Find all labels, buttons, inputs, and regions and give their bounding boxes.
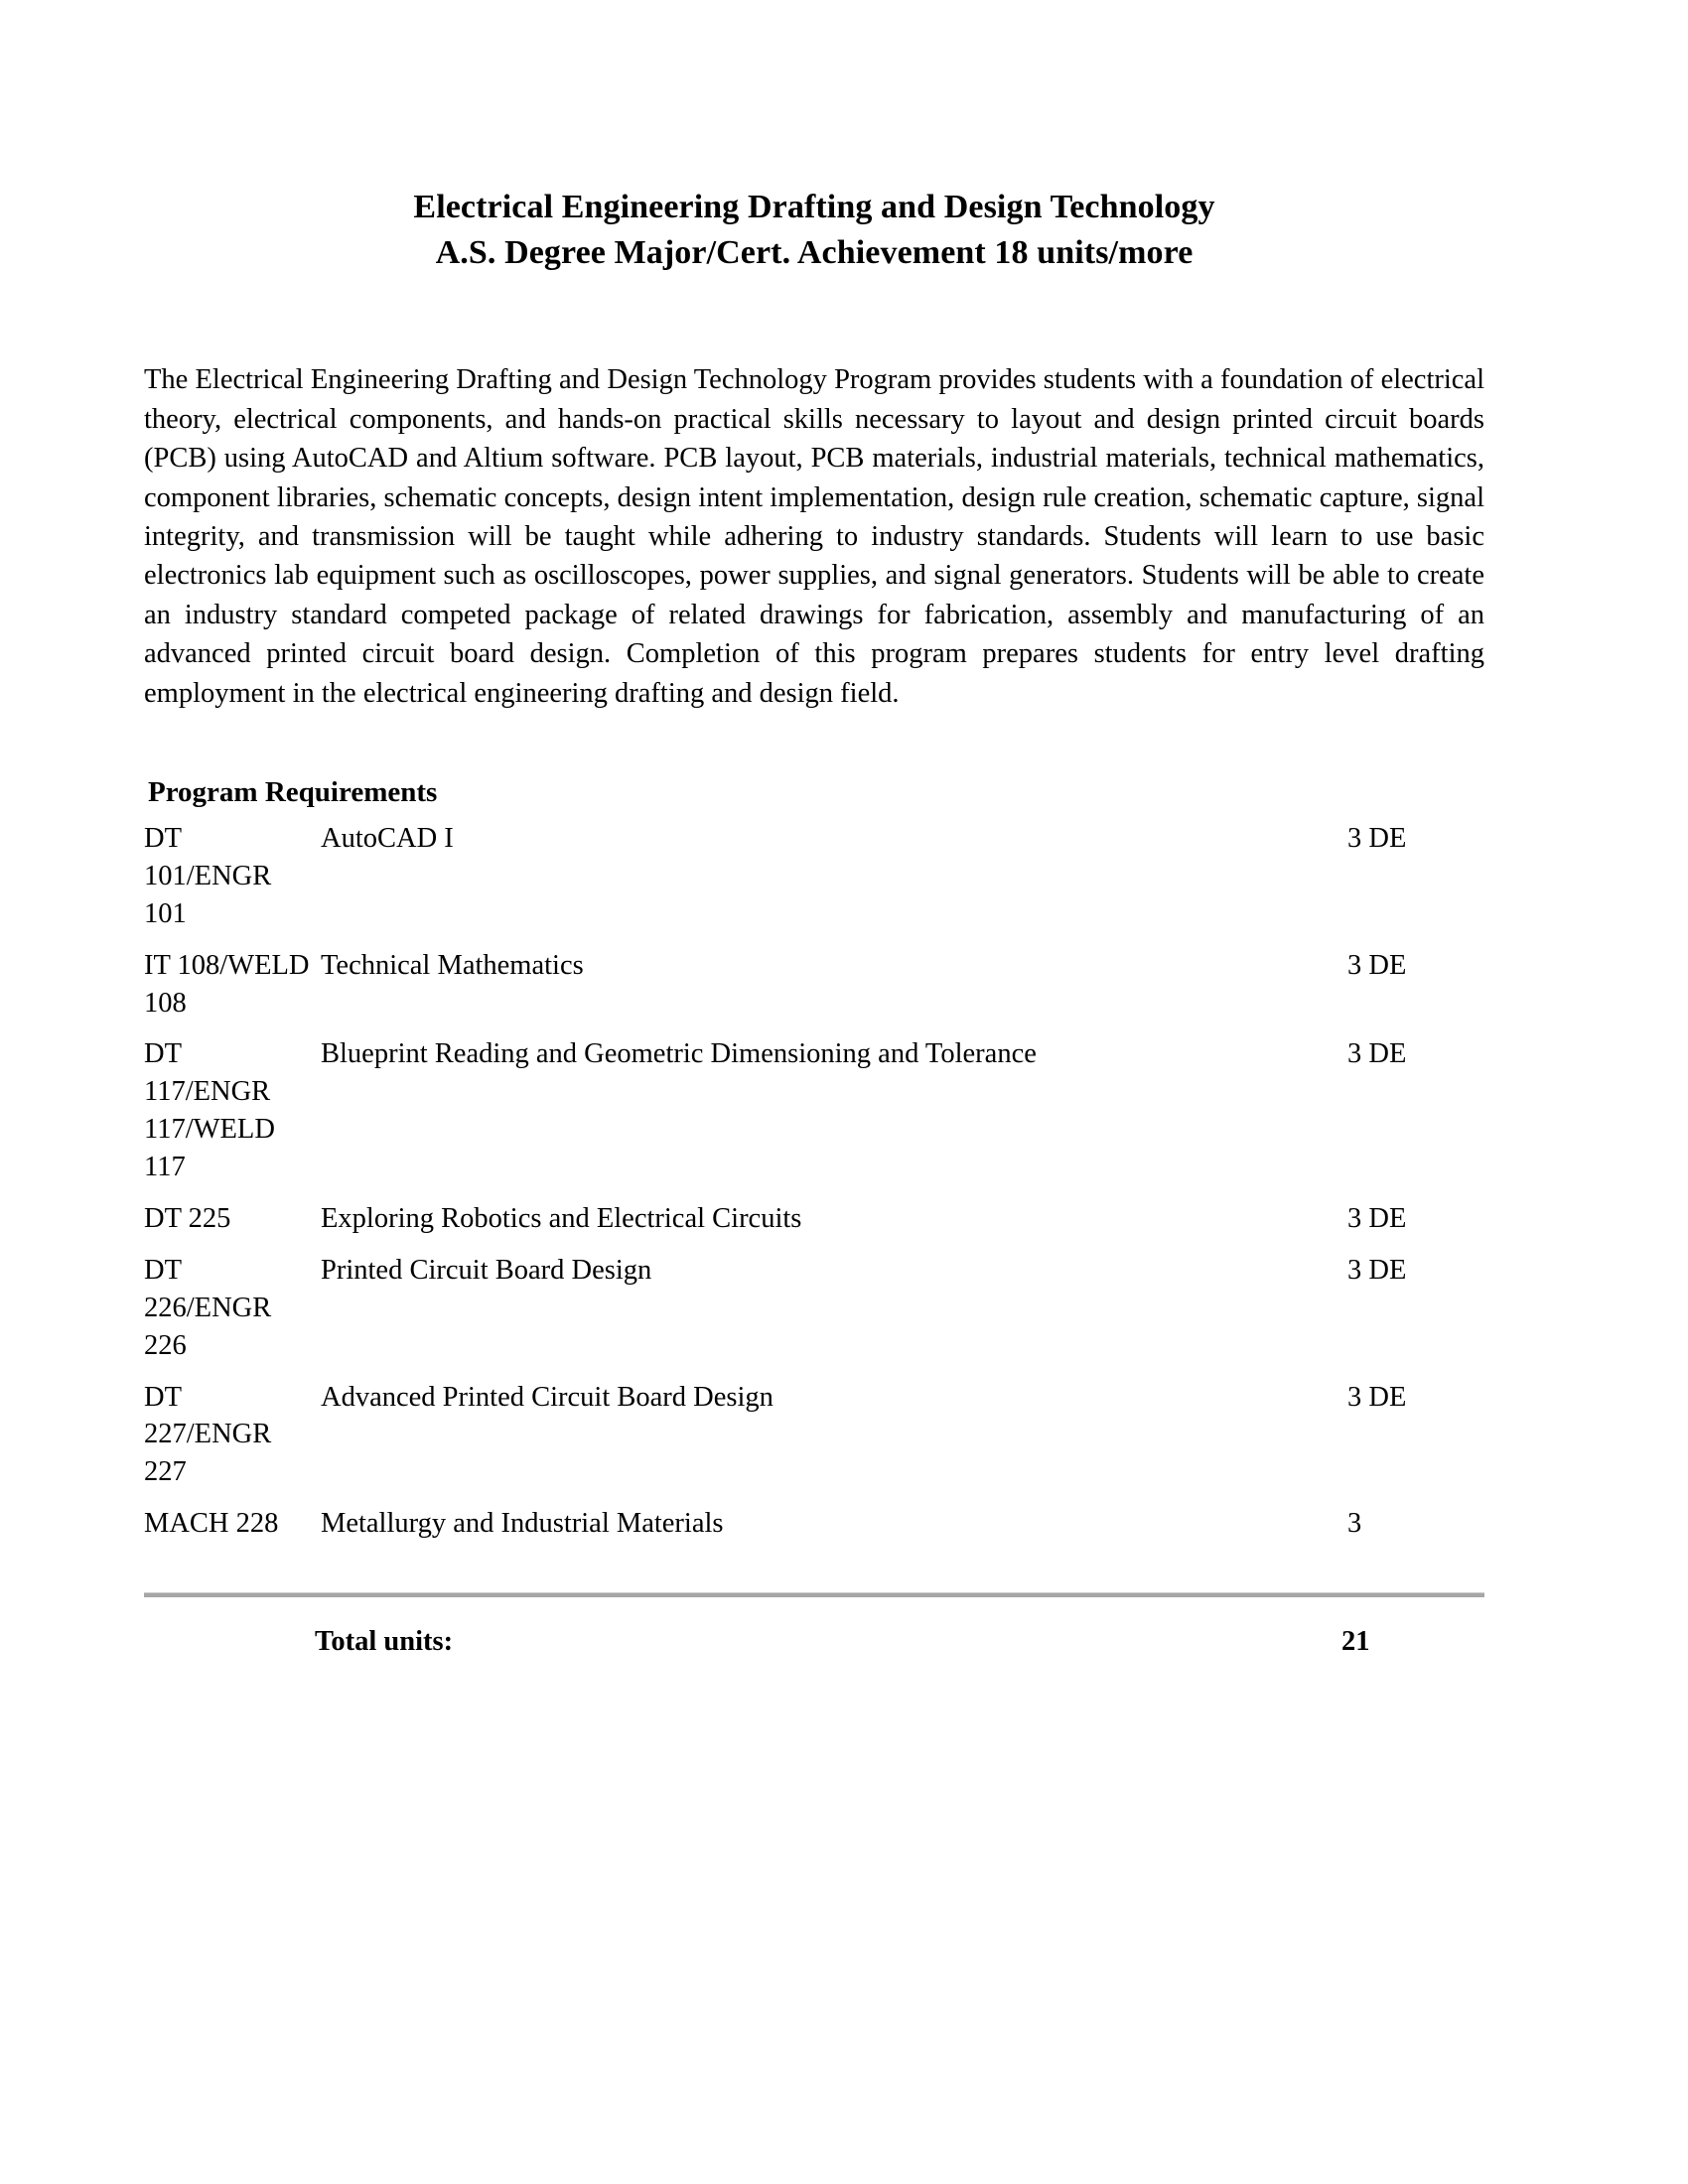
course-units: 3 DE	[1347, 1254, 1407, 1286]
total-units-row	[144, 1623, 1490, 1661]
course-title: Blueprint Reading and Geometric Dimensioning and Tolerance	[321, 1038, 1037, 1070]
course-title: Metallurgy and Industrial Materials	[321, 1508, 724, 1540]
section-divider	[144, 1592, 1484, 1597]
course-code: IT 108/WELD 108	[144, 949, 310, 1019]
total-units-value: 21	[1341, 1626, 1370, 1658]
course-code: DT 226/ENGR 226	[144, 1254, 272, 1361]
course-units: 3	[1347, 1508, 1362, 1540]
course-title: Exploring Robotics and Electrical Circuits	[321, 1203, 802, 1235]
total-units-label: Total units:	[315, 1626, 454, 1658]
course-units: 3 DE	[1347, 1381, 1407, 1413]
program-requirements-heading: Program Requirements	[148, 776, 438, 809]
program-requirements-body	[144, 818, 1496, 1543]
course-units: 3 DE	[1347, 1038, 1407, 1070]
course-title: AutoCAD I	[321, 823, 454, 854]
course-title: Printed Circuit Board Design	[321, 1254, 652, 1286]
course-code: DT 225	[144, 1203, 231, 1235]
table-row	[144, 1186, 1496, 1238]
course-units: 3 DE	[1347, 823, 1407, 854]
course-code: DT 117/ENGR 117/WELD 117	[144, 1038, 275, 1183]
course-code: DT 227/ENGR 227	[144, 1381, 272, 1488]
total-spacer	[144, 1623, 313, 1661]
page-title-line-2: A.S. Degree Major/Cert. Achievement 18 units/more	[435, 233, 1194, 271]
table-row	[144, 818, 1496, 933]
course-units: 3 DE	[1347, 949, 1407, 981]
page-content	[144, 0, 1484, 1661]
table-row	[144, 1022, 1496, 1186]
course-title: Advanced Printed Circuit Board Design	[321, 1381, 774, 1413]
course-units: 3 DE	[1347, 1203, 1407, 1235]
table-row	[144, 1491, 1496, 1543]
page-title-line-1: Electrical Engineering Drafting and Design Technology	[413, 189, 1215, 225]
table-row	[144, 933, 1496, 1023]
page-title	[144, 0, 1484, 275]
table-row	[144, 1238, 1496, 1365]
course-code: DT 101/ENGR 101	[144, 823, 272, 929]
course-code: MACH 228	[144, 1508, 279, 1540]
program-description-paragraph: The Electrical Engineering Drafting and Design Technology Program provides students with a foundation of electrical theory, electrical components, and hands-on practical skills necessary to layout and design printed circuit boards (PCB) using AutoCAD and Altium software. PCB layout, PCB materials, industrial materials, technical mathematics, component libraries, schematic concepts, design intent implementation, design rule creation, schematic capture, signal integrity, and transmission will be taught while adhering to industry standards. Students will learn to use basic electronics lab equipment such as oscilloscopes, power supplies, and signal generators. Students will be able to create an industry standard competed package of related drawings for fabrication, assembly and manufacturing of an advanced printed circuit board design. Completion of this program prepares students for entry level drafting employment in the electrical engineering drafting and design field.	[144, 364, 1484, 709]
course-title: Technical Mathematics	[321, 949, 584, 981]
table-row	[144, 1365, 1496, 1492]
table-row	[144, 1623, 1490, 1661]
program-requirements-table	[144, 818, 1496, 1543]
